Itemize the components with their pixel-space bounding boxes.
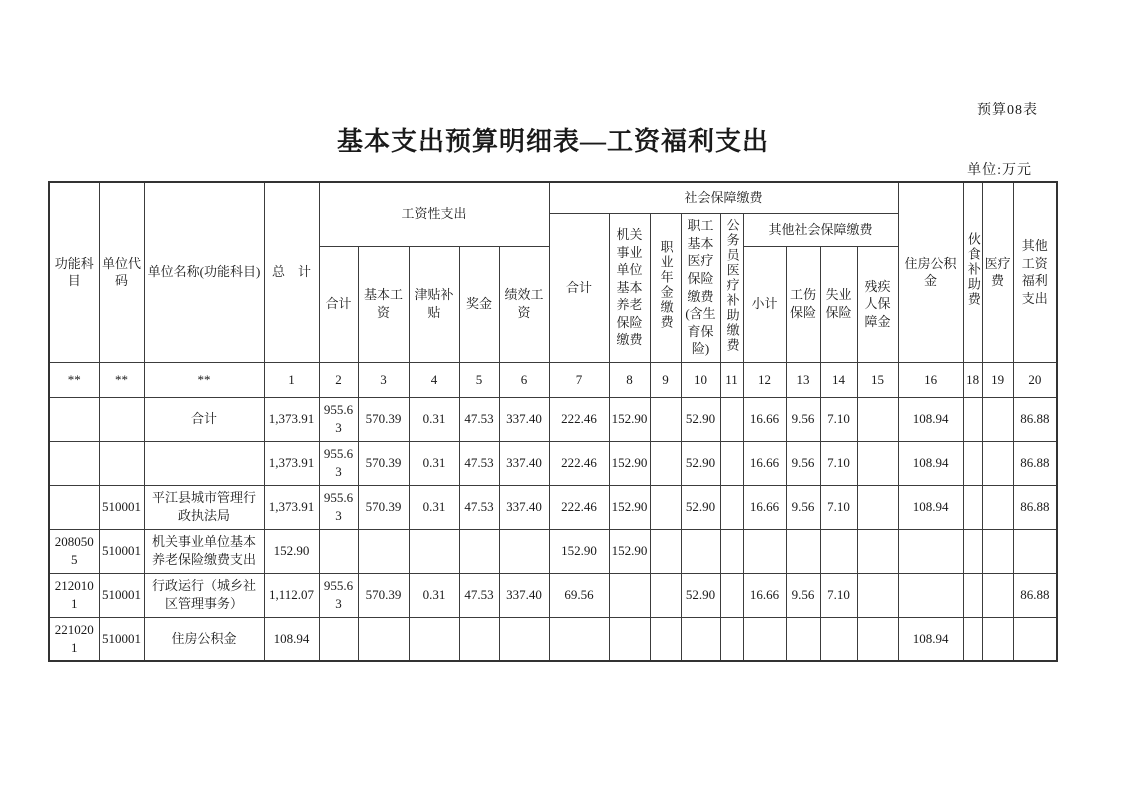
cell-value [963,485,982,529]
cell-value: 86.88 [1013,397,1057,441]
page-title: 基本支出预算明细表—工资福利支出 [336,127,769,156]
cell-unit-code: 510001 [99,529,144,573]
cell-value: 1,373.91 [264,397,319,441]
column-index-row [49,362,1057,397]
cell-value [1013,529,1057,573]
cell-value: 1,373.91 [264,485,319,529]
column-index-cell: 7 [549,362,609,397]
civil-servant-medical-label: 公务员医疗补助缴费 [724,217,740,353]
cell-value: 86.88 [1013,573,1057,617]
col-header-occupational-annuity [650,213,681,362]
table-body [49,362,1057,661]
cell-value [820,529,857,573]
column-index-cell: 6 [499,362,549,397]
cell-unit-name: 合计 [144,397,264,441]
cell-value: 152.90 [549,529,609,573]
cell-value [743,617,786,661]
cell-value: 152.90 [609,441,650,485]
cell-value [857,529,898,573]
form-number-label: 预算08表 [977,103,1038,118]
column-index-cell: 2 [319,362,358,397]
cell-value: 108.94 [898,485,963,529]
col-header-performance-wage: 绩效工资 [499,246,549,362]
col-header-injury-insurance: 工伤保险 [786,246,820,362]
column-index-cell: 12 [743,362,786,397]
cell-value: 0.31 [409,397,459,441]
cell-value [963,441,982,485]
cell-function-code: 2210201 [49,617,99,661]
occupational-annuity-label: 职业年金缴费 [658,240,674,331]
cell-value: 1,373.91 [264,441,319,485]
cell-value: 9.56 [786,397,820,441]
cell-value: 337.40 [499,485,549,529]
cell-value: 152.90 [609,397,650,441]
cell-value: 52.90 [681,397,720,441]
col-header-unit-name: 单位名称(功能科目) [144,182,264,362]
cell-value: 16.66 [743,397,786,441]
table-row [49,485,1057,529]
cell-value: 570.39 [358,485,409,529]
column-index-cell: 11 [720,362,743,397]
cell-value: 108.94 [898,617,963,661]
col-header-social-subtotal: 合计 [549,213,609,362]
column-index-cell: 3 [358,362,409,397]
cell-value: 337.40 [499,397,549,441]
table-row [49,397,1057,441]
cell-value [963,529,982,573]
cell-value: 9.56 [786,441,820,485]
table-row [49,573,1057,617]
column-index-cell: 15 [857,362,898,397]
cell-value [857,441,898,485]
cell-value: 152.90 [609,485,650,529]
cell-value [720,529,743,573]
cell-value: 152.90 [609,529,650,573]
column-index-cell: 4 [409,362,459,397]
cell-value [609,617,650,661]
cell-value [720,617,743,661]
budget-table [48,181,1058,662]
cell-value [720,441,743,485]
cell-value [720,397,743,441]
cell-value [982,441,1013,485]
group-header-other-social-security: 其他社会保障缴费 [743,213,898,246]
cell-unit-code: 510001 [99,573,144,617]
cell-value [982,529,1013,573]
column-index-cell: 20 [1013,362,1057,397]
cell-value: 52.90 [681,441,720,485]
cell-value [720,485,743,529]
cell-value: 152.90 [264,529,319,573]
cell-value [743,529,786,573]
cell-unit-name: 平江县城市管理行政执法局 [144,485,264,529]
cell-value [650,441,681,485]
cell-value: 955.63 [319,397,358,441]
column-index-cell: 13 [786,362,820,397]
cell-value: 7.10 [820,485,857,529]
column-index-cell: ** [99,362,144,397]
cell-value: 108.94 [898,441,963,485]
cell-value [609,573,650,617]
column-index-cell: 14 [820,362,857,397]
col-header-allowance: 津贴补贴 [409,246,459,362]
col-header-function-subject: 功能科目 [49,182,99,362]
cell-value: 108.94 [898,397,963,441]
cell-value: 69.56 [549,573,609,617]
cell-value [963,617,982,661]
cell-value: 9.56 [786,485,820,529]
col-header-pension: 机关事业单位基本养老保险缴费 [609,213,650,362]
cell-value: 47.53 [459,441,499,485]
cell-value [982,573,1013,617]
col-header-civil-servant-medical [720,213,743,362]
cell-value: 86.88 [1013,485,1057,529]
cell-value [650,397,681,441]
group-header-social-security: 社会保障缴费 [549,182,898,213]
cell-value: 7.10 [820,397,857,441]
column-index-cell: 9 [650,362,681,397]
cell-unit-code [99,441,144,485]
cell-value: 955.63 [319,441,358,485]
column-index-cell: 18 [963,362,982,397]
cell-value [499,529,549,573]
cell-value [786,617,820,661]
cell-value [319,529,358,573]
group-header-wage-expenditure: 工资性支出 [319,182,549,246]
cell-value [898,529,963,573]
column-index-cell: 8 [609,362,650,397]
cell-function-code [49,485,99,529]
cell-unit-name: 住房公积金 [144,617,264,661]
cell-value: 16.66 [743,441,786,485]
cell-unit-code: 510001 [99,485,144,529]
table-row [49,617,1057,661]
col-header-other-social-subtotal: 小计 [743,246,786,362]
cell-value [982,485,1013,529]
cell-value [650,485,681,529]
cell-value: 337.40 [499,441,549,485]
cell-unit-name: 机关事业单位基本养老保险缴费支出 [144,529,264,573]
cell-value [499,617,549,661]
column-index-cell: 5 [459,362,499,397]
cell-value [650,573,681,617]
cell-function-code [49,441,99,485]
table-header [49,182,1057,362]
cell-value: 47.53 [459,485,499,529]
cell-value: 47.53 [459,397,499,441]
cell-value: 0.31 [409,573,459,617]
cell-value [1013,617,1057,661]
cell-value [681,617,720,661]
cell-value: 108.94 [264,617,319,661]
cell-value [898,573,963,617]
cell-value [857,573,898,617]
cell-value: 47.53 [459,573,499,617]
col-header-basic-wage: 基本工资 [358,246,409,362]
cell-value: 52.90 [681,573,720,617]
cell-value [358,617,409,661]
cell-value [857,485,898,529]
cell-value [982,617,1013,661]
cell-function-code: 2120101 [49,573,99,617]
column-index-cell: 1 [264,362,319,397]
cell-value [409,529,459,573]
cell-unit-code [99,397,144,441]
cell-value [549,617,609,661]
column-index-cell: 10 [681,362,720,397]
cell-value: 52.90 [681,485,720,529]
cell-value: 16.66 [743,573,786,617]
cell-value: 570.39 [358,397,409,441]
cell-value: 0.31 [409,441,459,485]
cell-value: 1,112.07 [264,573,319,617]
cell-unit-name [144,441,264,485]
col-header-meal-allowance [963,182,982,362]
col-header-disabled-fund: 残疾人保障金 [857,246,898,362]
cell-value: 955.63 [319,485,358,529]
cell-value: 222.46 [549,397,609,441]
cell-value [319,617,358,661]
column-index-cell: 16 [898,362,963,397]
cell-value: 222.46 [549,485,609,529]
cell-value [650,617,681,661]
cell-function-code: 2080505 [49,529,99,573]
cell-value: 7.10 [820,573,857,617]
unit-label: 单位:万元 [967,163,1032,178]
cell-value: 570.39 [358,441,409,485]
cell-function-code [49,397,99,441]
col-header-medical-fee: 医疗费 [982,182,1013,362]
col-header-other-welfare: 其他工资福利支出 [1013,182,1057,362]
cell-value [409,617,459,661]
cell-value [459,617,499,661]
cell-value [963,573,982,617]
cell-value: 0.31 [409,485,459,529]
cell-value: 222.46 [549,441,609,485]
col-header-unit-code: 单位代码 [99,182,144,362]
cell-value [681,529,720,573]
cell-value [820,617,857,661]
cell-value [459,529,499,573]
cell-value: 337.40 [499,573,549,617]
cell-value: 86.88 [1013,441,1057,485]
table-row [49,529,1057,573]
cell-value: 7.10 [820,441,857,485]
cell-value: 9.56 [786,573,820,617]
cell-unit-name: 行政运行（城乡社区管理事务） [144,573,264,617]
cell-value [857,617,898,661]
cell-value: 955.63 [319,573,358,617]
table-row [49,441,1057,485]
cell-value [857,397,898,441]
col-header-medical-insurance: 职工基本医疗保险缴费(含生育保险) [681,213,720,362]
cell-value [963,397,982,441]
col-header-grand-total: 总 计 [264,182,319,362]
cell-value: 16.66 [743,485,786,529]
cell-value [786,529,820,573]
cell-value [650,529,681,573]
column-index-cell: 19 [982,362,1013,397]
cell-value [982,397,1013,441]
cell-value: 570.39 [358,573,409,617]
cell-value [358,529,409,573]
col-header-housing-fund: 住房公积金 [898,182,963,362]
col-header-unemployment-insurance: 失业保险 [820,246,857,362]
cell-value [720,573,743,617]
col-header-wage-subtotal: 合计 [319,246,358,362]
column-index-cell: ** [144,362,264,397]
cell-unit-code: 510001 [99,617,144,661]
meal-allowance-label: 伙食补助费 [965,232,981,308]
column-index-cell: ** [49,362,99,397]
col-header-bonus: 奖金 [459,246,499,362]
